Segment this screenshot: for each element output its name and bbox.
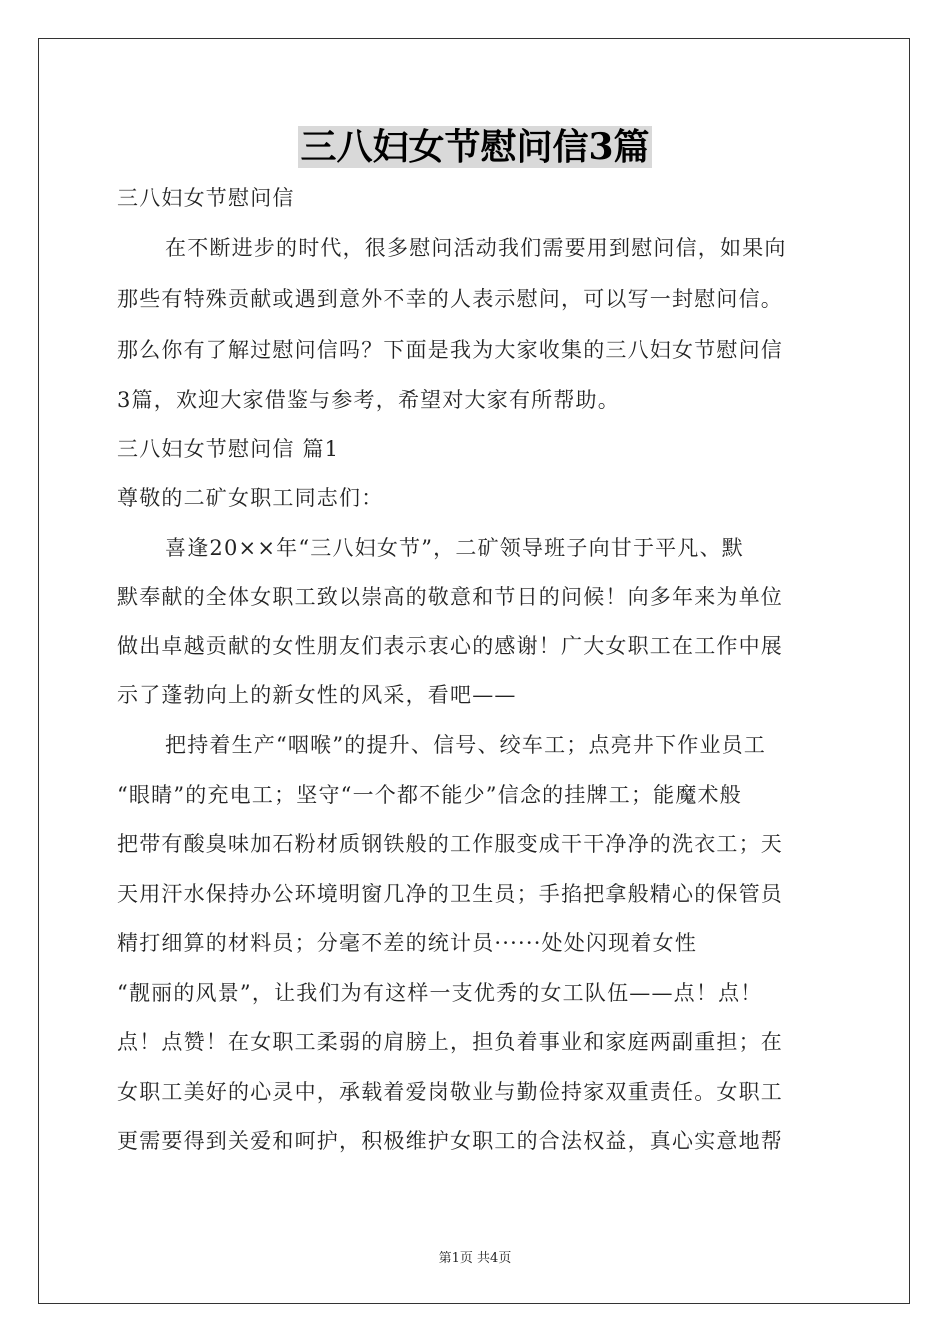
paragraph-line: 精打细算的材料员；分毫不差的统计员······处处闪现着女性	[117, 931, 698, 955]
paragraph-line: 在不断进步的时代，很多慰问活动我们需要用到慰问信，如果向	[165, 236, 787, 260]
section-heading: 三八妇女节慰问信 篇1	[117, 437, 340, 461]
page-footer: 第1页 共4页	[438, 1251, 512, 1266]
paragraph-line: 更需要得到关爱和呵护，积极维护女职工的合法权益，真心实意地帮	[117, 1129, 783, 1153]
paragraph-line: 把持着生产“咽喉”的提升、信号、绞车工；点亮井下作业员工	[165, 733, 767, 757]
paragraph-line: 3篇，欢迎大家借鉴与参考，希望对大家有所帮助。	[117, 388, 620, 412]
subtitle: 三八妇女节慰问信	[117, 186, 295, 210]
paragraph-line: “眼睛”的充电工；坚守“一个都不能少”信念的挂牌工；能魔术般	[117, 783, 742, 807]
salutation: 尊敬的二矿女职工同志们：	[117, 486, 384, 510]
document-title: 三八妇女节慰问信3篇	[300, 126, 650, 168]
paragraph-line: 女职工美好的心灵中，承载着爱岗敬业与勤俭持家双重责任。女职工	[117, 1080, 783, 1104]
paragraph-line: 喜逢20××年“三八妇女节”，二矿领导班子向甘于平凡、默	[165, 536, 744, 560]
paragraph-line: 默奉献的全体女职工致以崇高的敬意和节日的问候！向多年来为单位	[117, 585, 783, 609]
paragraph-line: 做出卓越贡献的女性朋友们表示衷心的感谢！广大女职工在工作中展	[117, 634, 783, 658]
paragraph-line: 那些有特殊贡献或遇到意外不幸的人表示慰问，可以写一封慰问信。	[117, 287, 783, 311]
paragraph-line: 那么你有了解过慰问信吗？下面是我为大家收集的三八妇女节慰问信	[117, 338, 783, 362]
paragraph-line: 把带有酸臭味加石粉材质钢铁般的工作服变成干干净净的洗衣工；天	[117, 832, 783, 856]
page-border	[38, 38, 910, 1304]
paragraph-line: 点！点赞！在女职工柔弱的肩膀上，担负着事业和家庭两副重担；在	[117, 1030, 783, 1054]
paragraph-line: 天用汗水保持办公环境明窗几净的卫生员；手掐把拿般精心的保管员	[117, 882, 783, 906]
paragraph-line: 示了蓬勃向上的新女性的风采，看吧——	[117, 683, 517, 707]
paragraph-line: “靓丽的风景”，让我们为有这样一支优秀的女工队伍——点！点！	[117, 981, 763, 1005]
